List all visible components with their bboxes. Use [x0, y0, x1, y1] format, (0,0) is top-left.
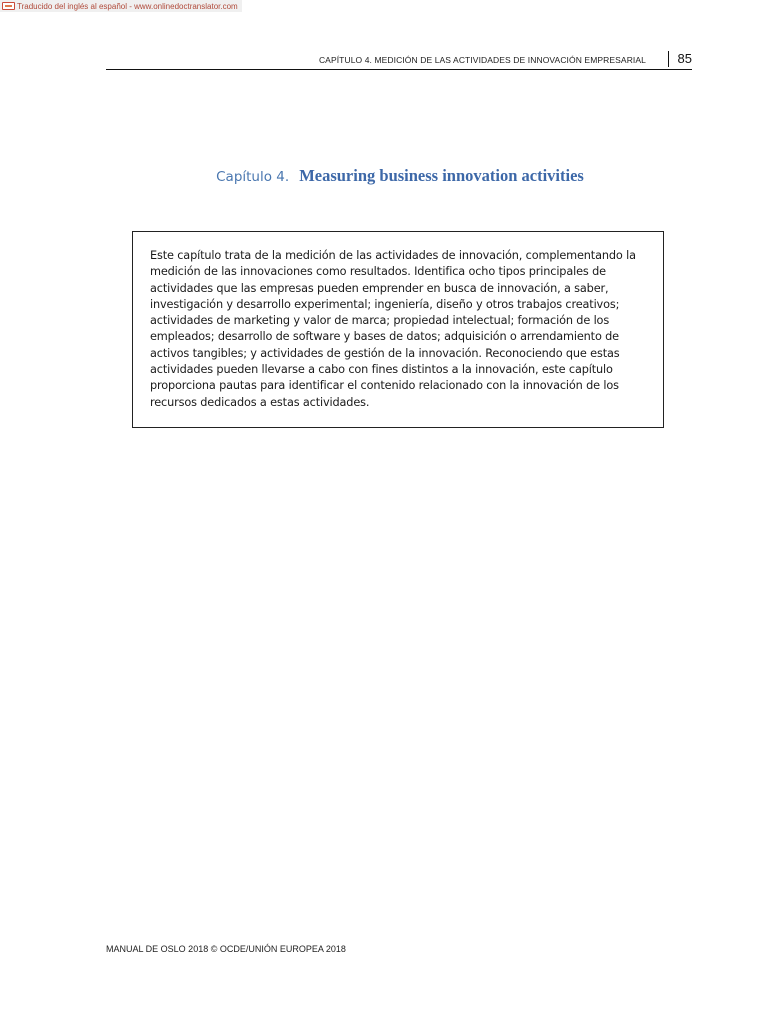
header-divider	[668, 51, 669, 67]
translator-logo-icon	[2, 2, 15, 10]
chapter-heading	[0, 166, 768, 186]
running-header	[106, 51, 692, 70]
translator-banner-text[interactable]: Traducido del inglés al español - www.onlinedoctranslator.com	[17, 1, 238, 11]
abstract-text: Este capítulo trata de la medición de las actividades de innovación, complementando la medición de las innovaciones como resultados. Identifica ocho tipos principales de actividades que las empresas pueden emprender en busca de innovación, a saber, investigación y desarrollo experimental; ingeniería, diseño y otros trabajos creativos; actividades de marketing y valor de marca; propiedad intelectual; formación de los empleados; desarrollo de software y bases de datos; adquisición o arrendamiento de activos tangibles; y actividades de gestión de la innovación. Reconociendo que estas actividades pueden llevarse a cabo con fines distintos a la innovación, este capítulo proporciona pautas para identificar el contenido relacionado con la innovación de los recursos dedicados a estas actividades.	[150, 249, 636, 409]
chapter-label: Capítulo 4.	[216, 169, 290, 185]
page-number: 85	[677, 51, 692, 66]
translator-banner[interactable]	[0, 0, 242, 12]
abstract-box	[132, 231, 664, 428]
chapter-title: Measuring business innovation activities	[299, 166, 584, 185]
running-title: CAPÍTULO 4. MEDICIÓN DE LAS ACTIVIDADES DE INNOVACIÓN EMPRESARIAL	[318, 55, 646, 65]
page-footer: MANUAL DE OSLO 2018 © OCDE/UNIÓN EUROPEA 2018	[106, 944, 346, 954]
